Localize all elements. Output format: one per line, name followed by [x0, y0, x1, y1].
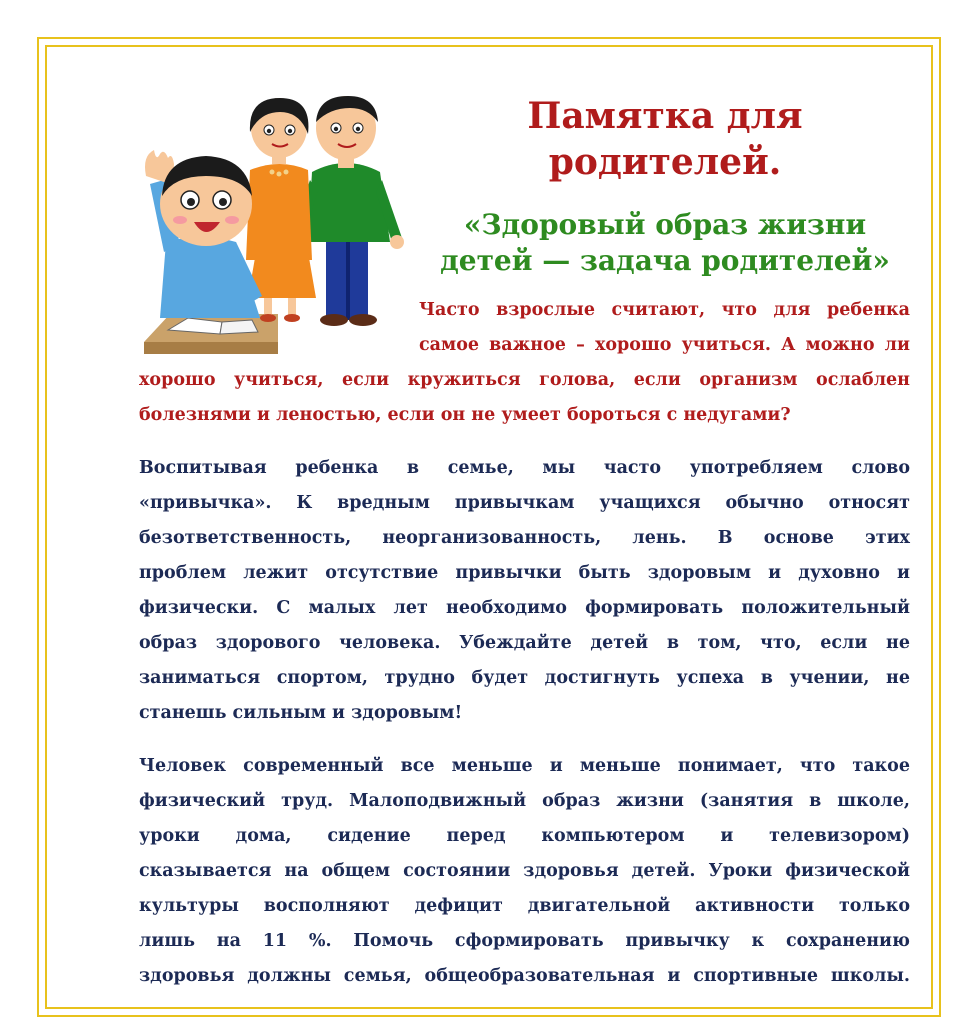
intro-line: хорошо учиться, если кружиться голова, если организм ослаблен	[139, 370, 910, 390]
paragraph1-line: образ здорового человека. Убеждайте детей в том, что, если не	[139, 633, 910, 653]
paragraph2-line: Человек современный все меньше и меньше понимает, что такое	[139, 756, 910, 776]
paragraph1-line: безответственность, неорганизованность, лень. В основе этих	[139, 528, 910, 548]
intro-line: Часто взрослые считают, что для ребенка	[419, 300, 910, 320]
page-title: Памятка для родителей.	[527, 95, 803, 183]
paragraph2-line: культуры восполняют дефицит двигательной активности только	[139, 896, 910, 916]
paragraph2-line: физический труд. Малоподвижный образ жизни (занятия в школе,	[139, 791, 910, 811]
intro-line: самое важное – хорошо учиться. А можно ли	[419, 335, 910, 355]
paragraph1-line: станешь сильным и здоровым!	[139, 703, 463, 723]
family-illustration	[140, 92, 408, 360]
paragraph1-line: проблем лежит отсутствие привычки быть здоровым и духовно и	[139, 563, 910, 583]
intro-line: болезнями и леностью, если он не умеет бороться с недугами?	[139, 405, 791, 425]
page-subtitle: «Здоровый образ жизни детей — задача родителей»	[440, 208, 890, 277]
paragraph1-line: «привычка». К вредным привычкам учащихся обычно относят	[139, 493, 910, 513]
paragraph1-line: физически. С малых лет необходимо формировать положительный	[139, 598, 910, 618]
paragraph1-line: заниматься спортом, трудно будет достигнуть успеха в учении, не	[139, 668, 910, 688]
paragraph2-line: лишь на 11 %. Помочь сформировать привычку к сохранению	[139, 931, 910, 951]
paragraph2-line: здоровья должны семья, общеобразовательная и спортивные школы.	[139, 966, 910, 986]
paragraph2-line: сказывается на общем состоянии здоровья детей. Уроки физической	[139, 861, 910, 881]
paragraph2-line: уроки дома, сидение перед компьютером и телевизором)	[139, 826, 910, 846]
paragraph1-line: Воспитывая ребенка в семье, мы часто употребляем слово	[139, 458, 910, 478]
